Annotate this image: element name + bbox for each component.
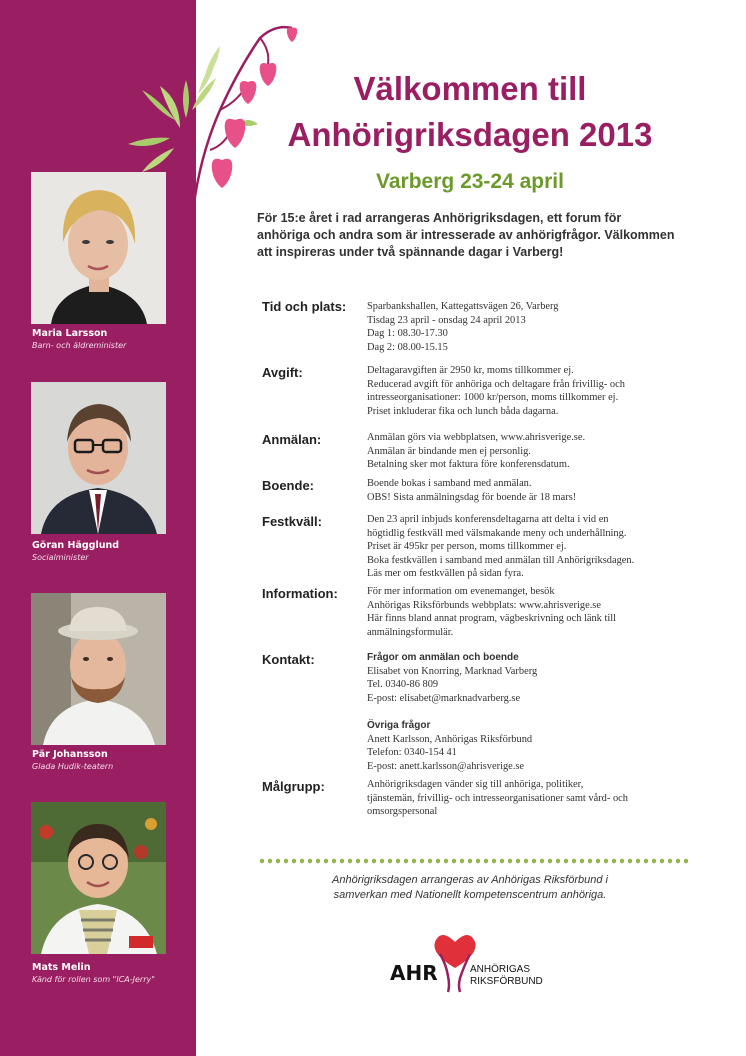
ahr-logo bbox=[388, 924, 558, 994]
divider-dot bbox=[276, 859, 280, 863]
divider-dot bbox=[268, 859, 272, 863]
text-line: Reducerad avgift för anhöriga och deltagare från frivillig- och bbox=[367, 378, 625, 390]
speaker-name: Göran Hägglund bbox=[32, 540, 120, 551]
divider-dot bbox=[676, 859, 680, 863]
divider-dot bbox=[428, 859, 432, 863]
text-line: OBS! Sista anmälningsdag för boende är 18 mars! bbox=[367, 491, 577, 503]
text-line: Priset är 495kr per person, moms tillkommer ej. bbox=[367, 541, 567, 553]
text-line: Telefon: 0340-154 41 bbox=[367, 747, 457, 759]
divider-dot bbox=[460, 859, 464, 863]
speaker-role: Socialminister bbox=[32, 553, 89, 562]
divider-dot bbox=[404, 859, 408, 863]
contact-heading: Frågor om anmälan och boende bbox=[367, 652, 519, 663]
divider-dot bbox=[644, 859, 648, 863]
divider-dot bbox=[300, 859, 304, 863]
text-line: Boka festkvällen i samband med anmälan till Anhörigriksdagen. bbox=[367, 554, 635, 566]
title-line-1: Välkommen till bbox=[353, 70, 587, 107]
divider-dot bbox=[420, 859, 424, 863]
label-information: Information: bbox=[262, 586, 338, 601]
contact-heading: Övriga frågor bbox=[367, 719, 431, 731]
text-line: Anhörigriksdagen vänder sig till anhöriga, politiker, bbox=[367, 779, 584, 790]
label-avgift: Avgift: bbox=[262, 365, 303, 380]
divider-dot bbox=[540, 859, 544, 863]
speaker-name: Mats Melin bbox=[32, 962, 91, 973]
label-malgrupp: Målgrupp: bbox=[262, 779, 325, 794]
label-kontakt: Kontakt: bbox=[262, 652, 315, 667]
divider-dot bbox=[564, 859, 568, 863]
speaker-role: Barn- och äldreminister bbox=[32, 341, 127, 350]
divider-dot bbox=[476, 859, 480, 863]
divider-dot bbox=[388, 859, 392, 863]
text-line: Anhörigas Riksförbunds webbplats: www.ahrisverige.se bbox=[367, 599, 601, 611]
content-tid bbox=[367, 300, 707, 354]
speaker-photo-par bbox=[31, 593, 166, 745]
dotted-divider bbox=[258, 856, 688, 866]
divider-dot bbox=[572, 859, 576, 863]
logo-line-2: RIKSFÖRBUND bbox=[470, 976, 543, 987]
divider-dot bbox=[324, 859, 328, 863]
page-subtitle: Varberg 23-24 april bbox=[376, 170, 564, 193]
divider-dot bbox=[284, 859, 288, 863]
divider-dot bbox=[484, 859, 488, 863]
footer-line: Anhörigriksdagen arrangeras av Anhörigas Riksförbund i bbox=[332, 874, 608, 886]
divider-dot bbox=[684, 859, 688, 863]
divider-dot bbox=[292, 859, 296, 863]
text-line: Tel. 0340-86 809 bbox=[367, 679, 439, 691]
text-line: högtidlig festkväll med välsmakande meny och underhållning. bbox=[367, 527, 627, 539]
divider-dot bbox=[652, 859, 656, 863]
divider-dot bbox=[580, 859, 584, 863]
divider-dot bbox=[308, 859, 312, 863]
divider-dot bbox=[668, 859, 672, 863]
divider-dot bbox=[396, 859, 400, 863]
text-line: Anett Karlsson, Anhörigas Riksförbund bbox=[367, 733, 533, 745]
text-line: Läs mer om festkvällen på sidan fyra. bbox=[367, 568, 524, 580]
content-anmalan bbox=[367, 431, 707, 472]
divider-dot bbox=[556, 859, 560, 863]
divider-dot bbox=[356, 859, 360, 863]
footer-note bbox=[255, 873, 685, 903]
speaker-name: Maria Larsson bbox=[32, 328, 108, 339]
speaker-name: Pär Johansson bbox=[32, 749, 108, 760]
divider-dot bbox=[604, 859, 608, 863]
content-festkvall bbox=[367, 513, 707, 581]
contact-email[interactable]: E-post: anett.karlsson@ahrisverige.se bbox=[367, 760, 525, 772]
text-line: Dag 1: 08.30-17.30 bbox=[367, 328, 448, 340]
content-information bbox=[367, 585, 707, 639]
text-line: Anmälan görs via webbplatsen, www.ahrisverige.se. bbox=[367, 432, 586, 443]
text-line: Dag 2: 08.00-15.15 bbox=[367, 341, 448, 353]
divider-dot bbox=[548, 859, 552, 863]
text-line: Boende bokas i samband med anmälan. bbox=[367, 478, 532, 489]
divider-dot bbox=[436, 859, 440, 863]
divider-dot bbox=[332, 859, 336, 863]
page-title bbox=[250, 66, 690, 158]
divider-dot bbox=[316, 859, 320, 863]
text-line: Elisabet von Knorring, Marknad Varberg bbox=[367, 665, 538, 677]
divider-dot bbox=[412, 859, 416, 863]
text-line: Den 23 april inbjuds konferensdeltagarna att delta i vid en bbox=[367, 514, 609, 525]
text-line: Deltagaravgiften är 2950 kr, moms tillkommer ej. bbox=[367, 365, 574, 376]
divider-dot bbox=[372, 859, 376, 863]
text-line: Tisdag 23 april - onsdag 24 april 2013 bbox=[367, 314, 526, 326]
divider-dot bbox=[596, 859, 600, 863]
speaker-role: Glada Hudik-teatern bbox=[32, 762, 114, 771]
label-tid: Tid och plats: bbox=[262, 299, 347, 314]
title-line-2: Anhörigriksdagen 2013 bbox=[287, 116, 653, 153]
logo-abbr: AHR bbox=[390, 961, 438, 985]
divider-dot bbox=[364, 859, 368, 863]
divider-dot bbox=[452, 859, 456, 863]
content-boende bbox=[367, 477, 707, 504]
divider-dot bbox=[516, 859, 520, 863]
content-kontakt bbox=[367, 651, 707, 773]
speaker-role: Känd för rollen som "ICA-Jerry" bbox=[32, 975, 155, 984]
intro-paragraph: För 15:e året i rad arrangeras Anhörigriksdagen, ett forum för anhöriga och andra som är intresserade av anhörigfrågor. Välkommen att inspireras under två spännande dagar i Varberg! bbox=[257, 211, 675, 259]
text-line: Betalning sker mot faktura före konferensdatum. bbox=[367, 459, 570, 471]
contact-email[interactable]: E-post: elisabet@marknadvarberg.se bbox=[367, 692, 521, 704]
text-line: anmälningsformulär. bbox=[367, 626, 454, 638]
divider-dot bbox=[348, 859, 352, 863]
divider-dot bbox=[508, 859, 512, 863]
divider-dot bbox=[500, 859, 504, 863]
content-malgrupp bbox=[367, 778, 707, 819]
text-line: Anmälan är bindande men ej personlig. bbox=[367, 445, 531, 457]
text-line: intresseorganisationer: 1000 kr/person, moms tillkommer ej. bbox=[367, 392, 619, 404]
divider-dot bbox=[380, 859, 384, 863]
divider-dot bbox=[340, 859, 344, 863]
divider-dot bbox=[588, 859, 592, 863]
divider-dot bbox=[444, 859, 448, 863]
speaker-photo-mats bbox=[31, 802, 166, 954]
divider-dot bbox=[620, 859, 624, 863]
text-line: omsorgspersonal bbox=[367, 806, 438, 818]
text-line: Sparbankshallen, Kattegattsvägen 26, Varberg bbox=[367, 301, 559, 312]
divider-dot bbox=[660, 859, 664, 863]
text-line: Priset inkluderar fika och lunch båda dagarna. bbox=[367, 405, 559, 417]
footer-line: samverkan med Nationellt kompetenscentrum anhöriga. bbox=[333, 889, 607, 901]
divider-dot bbox=[468, 859, 472, 863]
divider-dot bbox=[524, 859, 528, 863]
divider-dot bbox=[628, 859, 632, 863]
divider-dot bbox=[636, 859, 640, 863]
label-festkvall: Festkväll: bbox=[262, 514, 322, 529]
divider-dot bbox=[260, 859, 264, 863]
logo-line-1: ANHÖRIGAS bbox=[470, 964, 531, 975]
text-line: tjänstemän, frivillig- och intresseorganisationer samt vård- och bbox=[367, 792, 628, 804]
text-line: För mer information om evenemanget, besök bbox=[367, 586, 555, 597]
label-boende: Boende: bbox=[262, 478, 314, 493]
label-anmalan: Anmälan: bbox=[262, 432, 322, 447]
text-line: Här finns bland annat program, vägbeskrivning och länk till bbox=[367, 613, 617, 625]
divider-dot bbox=[532, 859, 536, 863]
divider-dot bbox=[612, 859, 616, 863]
divider-dot bbox=[492, 859, 496, 863]
content-avgift bbox=[367, 364, 707, 418]
speaker-photo-goran bbox=[31, 382, 166, 534]
